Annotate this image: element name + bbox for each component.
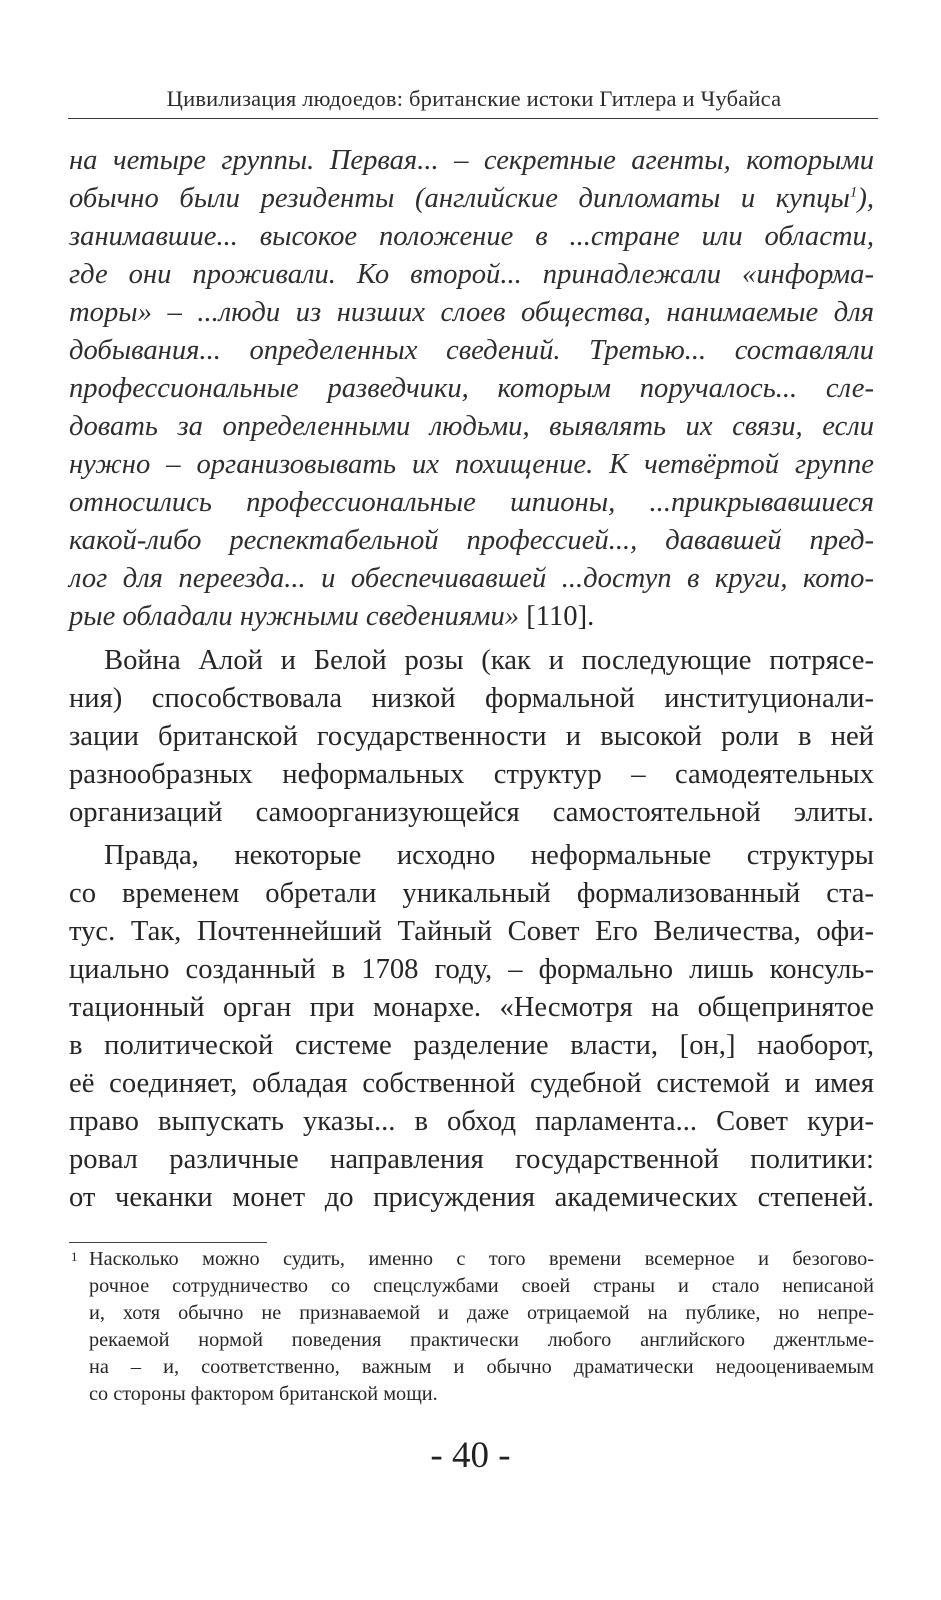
quote-line: относились профессиональные шпионы, ...прикрывавшиеся: [69, 487, 874, 518]
footnote-marker: 1: [71, 1249, 78, 1264]
paragraph-line: Правда, некоторые исходно неформальные структуры: [104, 840, 874, 871]
quote-line: где они проживали. Ко второй... принадлежали «информа-: [69, 259, 874, 290]
quote-line: торы» – ...люди из низших слоев общества, нанимаемые для: [69, 297, 874, 328]
footnote-line: рекаемой нормой поведения практически любого английского джентльме-: [89, 1329, 874, 1351]
footnote-reference[interactable]: 1: [849, 184, 858, 201]
paragraph-line: со временем обретали уникальный формализованный ста-: [69, 878, 874, 909]
paragraph-line: Война Алой и Белой розы (как и последующие потрясе-: [104, 645, 874, 676]
paragraph-line: ния) способствовала низкой формальной институционали-: [69, 683, 874, 714]
running-header: Цивилизация людоедов: британские истоки Гитлера и Чубайса: [166, 86, 782, 111]
header-rule: [68, 118, 878, 119]
quote-line: на четыре группы. Первая... – секретные агенты, которыми: [69, 145, 874, 176]
paragraph-line: циально созданный в 1708 году, – формально лишь консуль-: [69, 954, 874, 985]
quote-line: занимавшие... высокое положение в ...стране или области,: [69, 221, 874, 252]
paragraph-line: в политической системе разделение власти, [он,] наоборот,: [69, 1030, 874, 1061]
quote-line: профессиональные разведчики, которым поручалось... сле-: [69, 373, 874, 404]
quote-line: какой-либо респектабельной профессией..., дававшей пред-: [69, 525, 874, 556]
paragraph-line: ровал различные направления государственной политики:: [69, 1144, 874, 1175]
paragraph-line: от чеканки монет до присуждения академических степеней.: [69, 1182, 874, 1213]
footnote-rule: [69, 1242, 267, 1243]
paragraph-line: разнообразных неформальных структур – самодеятельных: [69, 759, 874, 790]
quote-line: обычно были резиденты (английские дипломаты и купцы$^1$),: [69, 183, 874, 214]
page-number: - 40 -: [430, 1435, 511, 1476]
footnote-line: и, хотя обычно не признаваемой и даже отрицаемой на публике, но непре-: [89, 1302, 874, 1324]
quote-line: довать за определенными людьми, выявлять их связи, если: [69, 411, 874, 442]
paragraph-line: её соединяет, обладая собственной судебной системой и имея: [69, 1068, 874, 1099]
paragraph-line: тационный орган при монархе. «Несмотря на общепринятое: [69, 992, 874, 1023]
quote-line: добывания... определенных сведений. Третью... составляли: [69, 335, 874, 366]
citation: [110].: [519, 601, 595, 632]
paragraph-line: зации британской государственности и высокой роли в ней: [69, 721, 874, 752]
quote-line: нужно – организовывать их похищение. К четвёртой группе: [69, 449, 874, 480]
footnote-line: рочное сотрудничество со спецслужбами своей страны и стало неписаной: [89, 1275, 874, 1297]
quote-line: лог для переезда... и обеспечивавшей ...доступ в круги, кото-: [69, 563, 874, 594]
paragraph-line: право выпускать указы... в обход парламента... Совет кури-: [69, 1106, 874, 1137]
quote-line: рые обладали нужными сведениями» [110].: [69, 601, 595, 632]
footnote-line: со стороны фактором британской мощи.: [89, 1383, 438, 1405]
footnote-line: Насколько можно судить, именно с того времени всемерное и безогово-: [89, 1248, 874, 1270]
paragraph-line: организаций самоорганизующейся самостоятельной элиты.: [69, 797, 874, 828]
footnote-line: на – и, соответственно, важным и обычно драматически недооцениваемым: [89, 1356, 874, 1378]
paragraph-line: тус. Так, Почтеннейший Тайный Совет Его Величества, офи-: [69, 916, 874, 947]
